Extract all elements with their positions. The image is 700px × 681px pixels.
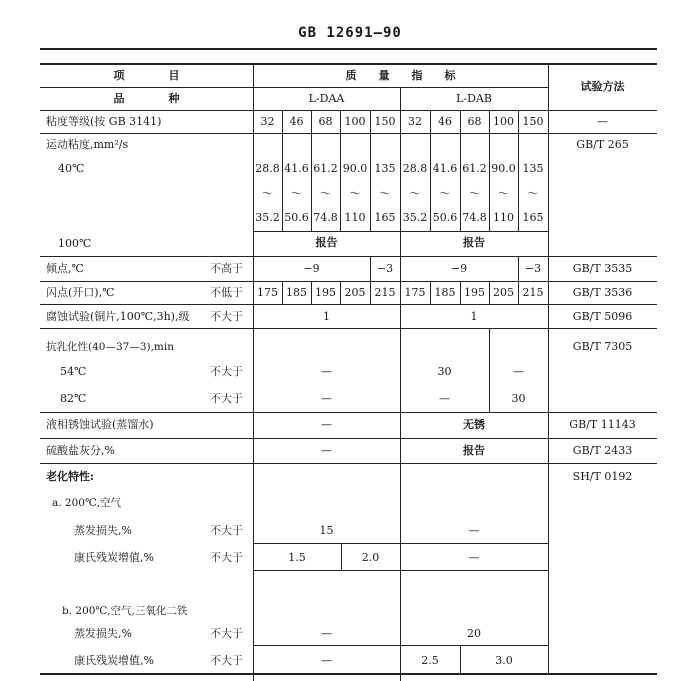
- flash-value: 185: [286, 286, 307, 299]
- flash-value: 195: [464, 286, 485, 299]
- flash-value: 205: [493, 286, 514, 299]
- viscosity-range-tilde: ～: [439, 187, 451, 200]
- viscosity-min: 61.2: [313, 162, 338, 175]
- pour-daa-b: −3: [376, 262, 394, 275]
- viscosity-range-tilde: ～: [291, 187, 302, 200]
- flash-value: 175: [404, 286, 426, 299]
- corrosion-dab: 1: [470, 310, 478, 323]
- viscosity-min: 90.0: [342, 162, 368, 175]
- viscosity-range-tilde: ～: [349, 187, 361, 200]
- flash-value: 215: [522, 286, 544, 299]
- aging-b-evap-limit: 不大于: [210, 627, 243, 640]
- aging-a-evap-label: 蒸发损失,%: [74, 524, 132, 537]
- ash-daa: —: [321, 444, 332, 457]
- grade-dab: 150: [522, 115, 544, 128]
- aging-b-evap-daa: —: [321, 627, 332, 640]
- viscosity-min: 41.6: [432, 162, 458, 175]
- rust-label: 液相锈蚀试验(蒸馏水): [46, 418, 154, 431]
- table-rule: [40, 87, 548, 88]
- viscosity-max: 74.8: [313, 211, 338, 224]
- aging-a-evap-daa: 15: [319, 524, 334, 537]
- flash-limit: 不低于: [210, 286, 243, 299]
- viscosity-max: 35.2: [402, 211, 428, 224]
- viscosity-label: 运动粘度,mm²/s: [46, 138, 129, 151]
- grade-daa: 46: [289, 115, 304, 128]
- table-rule: [40, 281, 657, 282]
- table-rule: [40, 256, 657, 257]
- viscosity-method: GB/T 265: [576, 138, 629, 151]
- demul-dab-54a: 30: [437, 365, 452, 378]
- flash-label: 闪点(开口),℃: [46, 286, 115, 299]
- aging-a-carbon-daa-b: 2.0: [361, 551, 380, 564]
- corrosion-daa: 1: [323, 310, 330, 323]
- viscosity-min: 135: [522, 162, 544, 175]
- flash-value: 185: [434, 286, 456, 299]
- aging-b-label: b. 200℃,空气,三氧化二铁: [62, 605, 188, 617]
- demulsibility-82c: 82℃: [60, 392, 87, 405]
- aging-method: SH/T 0192: [572, 470, 633, 483]
- corrosion-limit: 不大于: [210, 310, 243, 323]
- viscosity-min: 135: [374, 162, 396, 175]
- header-daa: L-DAA: [308, 92, 345, 105]
- flash-value: 215: [374, 286, 396, 299]
- viscosity-range-tilde: ～: [262, 187, 273, 200]
- rust-daa: —: [321, 418, 332, 431]
- grade-daa: 32: [260, 115, 275, 128]
- aging-a-label: a. 200℃,空气: [52, 497, 122, 509]
- demul-dab-54b: —: [513, 365, 524, 378]
- viscosity-100c-dab: 报告: [463, 236, 485, 249]
- viscosity-max: 50.6: [284, 211, 309, 224]
- header-variety: 品 种: [113, 92, 180, 105]
- viscosity-min: 61.2: [462, 162, 487, 175]
- aging-b-carbon-dab-a: 2.5: [421, 654, 439, 667]
- demulsibility-method: GB/T 7305: [572, 340, 633, 353]
- grade-dab: 32: [408, 115, 422, 128]
- grades-label: 粘度等级(按 GB 3141): [46, 115, 162, 128]
- title-rule: [40, 48, 657, 50]
- aging-a-carbon-daa-a: 1.5: [288, 551, 306, 564]
- grade-daa: 68: [318, 115, 333, 128]
- viscosity-100c-daa: 报告: [315, 236, 338, 249]
- table-rule: [40, 63, 657, 65]
- viscosity-min: 90.0: [491, 162, 516, 175]
- viscosity-max: 110: [344, 211, 366, 224]
- viscosity-range-tilde: ～: [498, 187, 509, 200]
- rust-method: GB/T 11143: [569, 418, 636, 431]
- aging-a-evap-limit: 不大于: [210, 524, 243, 537]
- grade-dab: 46: [438, 115, 452, 128]
- aging-a-carbon-label: 康氏残炭增值,%: [74, 551, 154, 564]
- viscosity-min: 28.8: [402, 162, 428, 175]
- demul-dab-82a: —: [439, 392, 450, 405]
- viscosity-100c: 100℃: [58, 237, 92, 250]
- flash-value: 195: [315, 286, 336, 299]
- viscosity-40c: 40℃: [58, 162, 85, 175]
- aging-a-carbon-limit: 不大于: [210, 551, 243, 564]
- aging-a-carbon-dab: —: [468, 551, 480, 564]
- viscosity-max: 74.8: [462, 211, 487, 224]
- table-rule: [40, 673, 657, 675]
- aging-b-carbon-daa: —: [321, 654, 332, 667]
- grade-dab: 68: [467, 115, 482, 128]
- viscosity-range-tilde: ～: [527, 187, 539, 200]
- ash-method: GB/T 2433: [572, 444, 633, 457]
- ash-dab: 报告: [463, 444, 485, 457]
- viscosity-max: 165: [374, 211, 396, 224]
- grade-dab: 100: [493, 115, 514, 128]
- aging-b-carbon-dab-b: 3.0: [495, 654, 513, 667]
- pour-daa-a: −9: [303, 262, 320, 275]
- pour-point-label: 倾点,℃: [46, 262, 84, 275]
- aging-b-carbon-label: 康氏残炭增值,%: [74, 654, 154, 667]
- aging-b-carbon-limit: 不大于: [210, 654, 243, 667]
- flash-value: 175: [257, 286, 278, 299]
- aging-a-evap-dab: —: [468, 524, 480, 537]
- demulsibility-limit: 不大于: [210, 365, 243, 378]
- flash-method: GB/T 3536: [572, 286, 633, 299]
- table-rule: [40, 133, 657, 134]
- viscosity-max: 50.6: [432, 211, 458, 224]
- viscosity-min: 28.8: [255, 162, 280, 175]
- ash-label: 硫酸盐灰分,%: [46, 444, 115, 457]
- table-rule: [40, 304, 657, 305]
- pour-method: GB/T 3535: [572, 262, 633, 275]
- grades-method: —: [597, 115, 608, 128]
- demul-daa-82: —: [321, 392, 332, 405]
- table-rule: [548, 63, 549, 673]
- pour-dab-b: −3: [524, 262, 542, 275]
- demul-dab-82b: 30: [511, 392, 526, 405]
- table-rule: [40, 438, 657, 439]
- table-rule: [40, 328, 657, 329]
- aging-b-evap-label: 蒸发损失,%: [74, 627, 132, 640]
- grade-daa: 150: [374, 115, 396, 128]
- corrosion-method: GB/T 5096: [572, 310, 633, 323]
- header-item: 项 目: [113, 69, 180, 82]
- document-title: GB 12691—90: [298, 25, 402, 41]
- table-rule: [40, 463, 657, 464]
- viscosity-max: 35.2: [255, 211, 280, 224]
- header-quality: 质 量 指 标: [345, 69, 456, 82]
- viscosity-range-tilde: ～: [469, 187, 480, 200]
- grade-daa: 100: [344, 115, 366, 128]
- viscosity-min: 41.6: [284, 162, 309, 175]
- table-rule: [40, 110, 657, 111]
- viscosity-range-tilde: ～: [320, 187, 331, 200]
- viscosity-range-tilde: ～: [379, 187, 391, 200]
- viscosity-max: 110: [493, 211, 514, 224]
- demul-daa-54: —: [321, 365, 332, 378]
- header-dab: L-DAB: [456, 92, 492, 105]
- pour-point-limit: 不高于: [210, 262, 243, 275]
- rust-dab: 无锈: [463, 418, 485, 431]
- viscosity-range-tilde: ～: [409, 187, 421, 200]
- demulsibility-label: 抗乳化性(40—37—3),min: [46, 341, 175, 353]
- demulsibility-limit: 不大于: [210, 392, 243, 405]
- aging-b-evap-dab: 20: [467, 627, 481, 640]
- header-method: 试验方法: [580, 80, 625, 93]
- demulsibility-54c: 54℃: [60, 365, 87, 378]
- corrosion-label: 腐蚀试验(铜片,100℃,3h),级: [46, 310, 190, 323]
- flash-value: 205: [344, 286, 366, 299]
- pour-dab-a: −9: [450, 262, 468, 275]
- aging-label: 老化特性:: [46, 470, 95, 483]
- viscosity-max: 165: [522, 211, 544, 224]
- table-rule: [40, 412, 657, 413]
- table-rule: [400, 87, 401, 681]
